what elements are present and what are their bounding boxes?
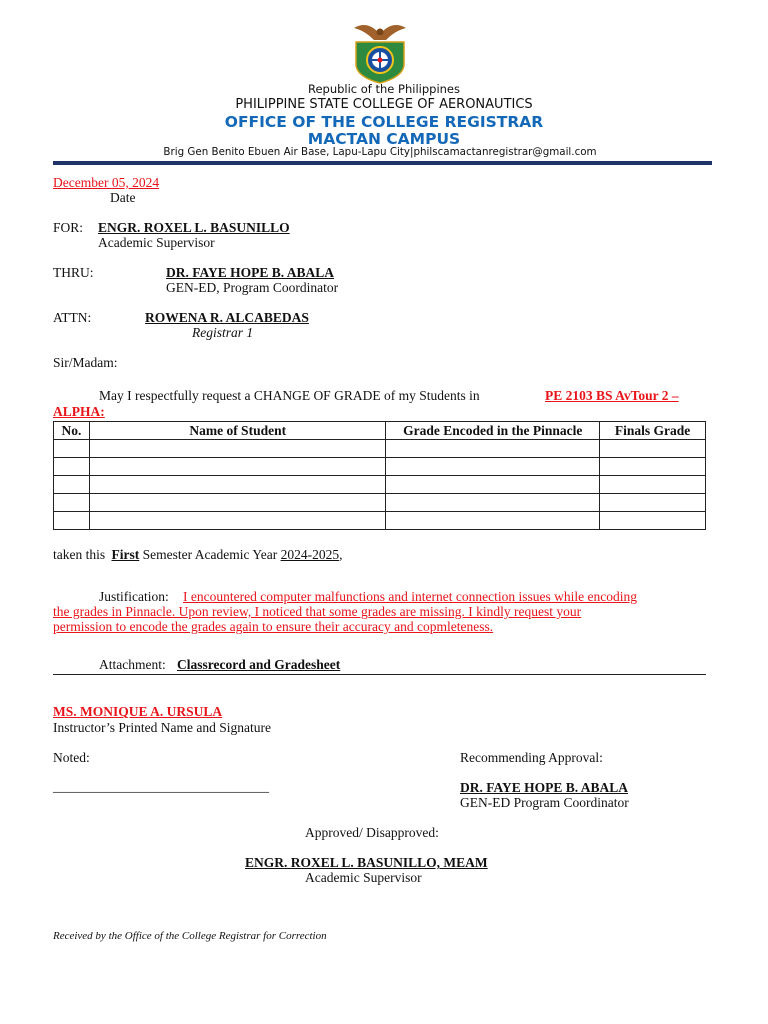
- col-header-student-name: Name of Student: [89, 422, 385, 440]
- justification-line2: the grades in Pinnacle. Upon review, I noticed that some grades are missing. I kindly request your: [53, 604, 582, 619]
- office-title: OFFICE OF THE COLLEGE REGISTRAR: [224, 113, 544, 131]
- cell-finals-grade: [600, 494, 706, 512]
- col-header-no: No.: [54, 422, 90, 440]
- salutation: Sir/Madam:: [53, 355, 118, 370]
- header-divider: [53, 161, 712, 165]
- cell-no: [54, 512, 90, 530]
- term-year: 2024-2025: [280, 547, 340, 562]
- cell-finals-grade: [600, 458, 706, 476]
- table-header-row: [54, 422, 706, 440]
- cell-grade-encoded: [386, 476, 600, 494]
- table-row: [54, 458, 706, 476]
- recommending-title: GEN-ED Program Coordinator: [460, 795, 629, 810]
- attachment-label: Attachment:: [99, 657, 166, 672]
- cell-student-name: [89, 458, 385, 476]
- table-row: [54, 512, 706, 530]
- attn-title: Registrar 1: [192, 325, 254, 340]
- cell-student-name: [89, 512, 385, 530]
- justification-line3: permission to encode the grades again to ensure their accuracy and copmleteness.: [53, 619, 494, 634]
- date-value: December 05, 2024: [53, 175, 160, 190]
- term-middle: Semester Academic Year: [142, 547, 278, 562]
- course-section: ALPHA:: [53, 404, 105, 419]
- course-code: PE 2103 BS AvTour 2 –: [545, 388, 679, 403]
- cell-finals-grade: [600, 476, 706, 494]
- justification-line1: I encountered computer malfunctions and internet connection issues while encoding: [183, 589, 637, 604]
- cell-grade-encoded: [386, 494, 600, 512]
- college-seal-logo: [350, 20, 410, 84]
- address-line: Brig Gen Benito Ebuen Air Base, Lapu-Lapu City|philscamactanregistrar@gmail.com: [163, 146, 597, 158]
- for-label: FOR:: [53, 220, 84, 235]
- attn-name: ROWENA R. ALCABEDAS: [145, 310, 309, 325]
- college-name: PHILIPPINE STATE COLLEGE OF AERONAUTICS: [235, 97, 533, 112]
- grade-change-table: [53, 421, 706, 530]
- cell-finals-grade: [600, 512, 706, 530]
- justification-label: Justification:: [99, 589, 169, 604]
- col-header-finals-grade: Finals Grade: [600, 422, 706, 440]
- recommending-name: DR. FAYE HOPE B. ABALA: [460, 780, 629, 795]
- approval-label: Approved/ Disapproved:: [305, 825, 439, 840]
- cell-no: [54, 458, 90, 476]
- term-line: [53, 547, 342, 563]
- thru-name: DR. FAYE HOPE B. ABALA: [166, 265, 335, 280]
- term-prefix: taken this: [53, 547, 106, 562]
- noted-signature-blank: ________________________________: [53, 779, 269, 794]
- col-header-grade-encoded: Grade Encoded in the Pinnacle: [386, 422, 600, 440]
- recommending-label: Recommending Approval:: [460, 750, 603, 765]
- cell-finals-grade: [600, 440, 706, 458]
- instructor-caption: Instructor’s Printed Name and Signature: [53, 720, 271, 735]
- republic-line: Republic of the Philippines: [307, 82, 461, 96]
- attachment-rule: [53, 674, 706, 675]
- table-row: [54, 440, 706, 458]
- cell-no: [54, 476, 90, 494]
- table-row: [54, 476, 706, 494]
- cell-no: [54, 494, 90, 512]
- noted-label: Noted:: [53, 750, 90, 765]
- thru-title: GEN-ED, Program Coordinator: [166, 280, 339, 295]
- for-title: Academic Supervisor: [98, 235, 215, 250]
- request-text: May I respectfully request a CHANGE OF GRADE of my Students in: [99, 388, 480, 403]
- cell-student-name: [89, 440, 385, 458]
- cell-grade-encoded: [386, 440, 600, 458]
- approval-name: ENGR. ROXEL L. BASUNILLO, MEAM: [245, 855, 488, 870]
- date-label: Date: [110, 190, 136, 205]
- for-name: ENGR. ROXEL L. BASUNILLO: [98, 220, 290, 235]
- thru-label: THRU:: [53, 265, 94, 280]
- attn-label: ATTN:: [53, 310, 92, 325]
- term-suffix: ,: [339, 547, 343, 562]
- approval-title: Academic Supervisor: [305, 870, 422, 885]
- instructor-name: MS. MONIQUE A. URSULA: [53, 704, 223, 719]
- term-semester: First: [111, 547, 140, 562]
- cell-student-name: [89, 476, 385, 494]
- footer-note: Received by the Office of the College Registrar for Correction: [53, 930, 327, 942]
- cell-grade-encoded: [386, 512, 600, 530]
- cell-student-name: [89, 494, 385, 512]
- attachment-value: Classrecord and Gradesheet: [177, 657, 341, 672]
- cell-grade-encoded: [386, 458, 600, 476]
- table-row: [54, 494, 706, 512]
- campus-title: MACTAN CAMPUS: [307, 130, 461, 148]
- cell-no: [54, 440, 90, 458]
